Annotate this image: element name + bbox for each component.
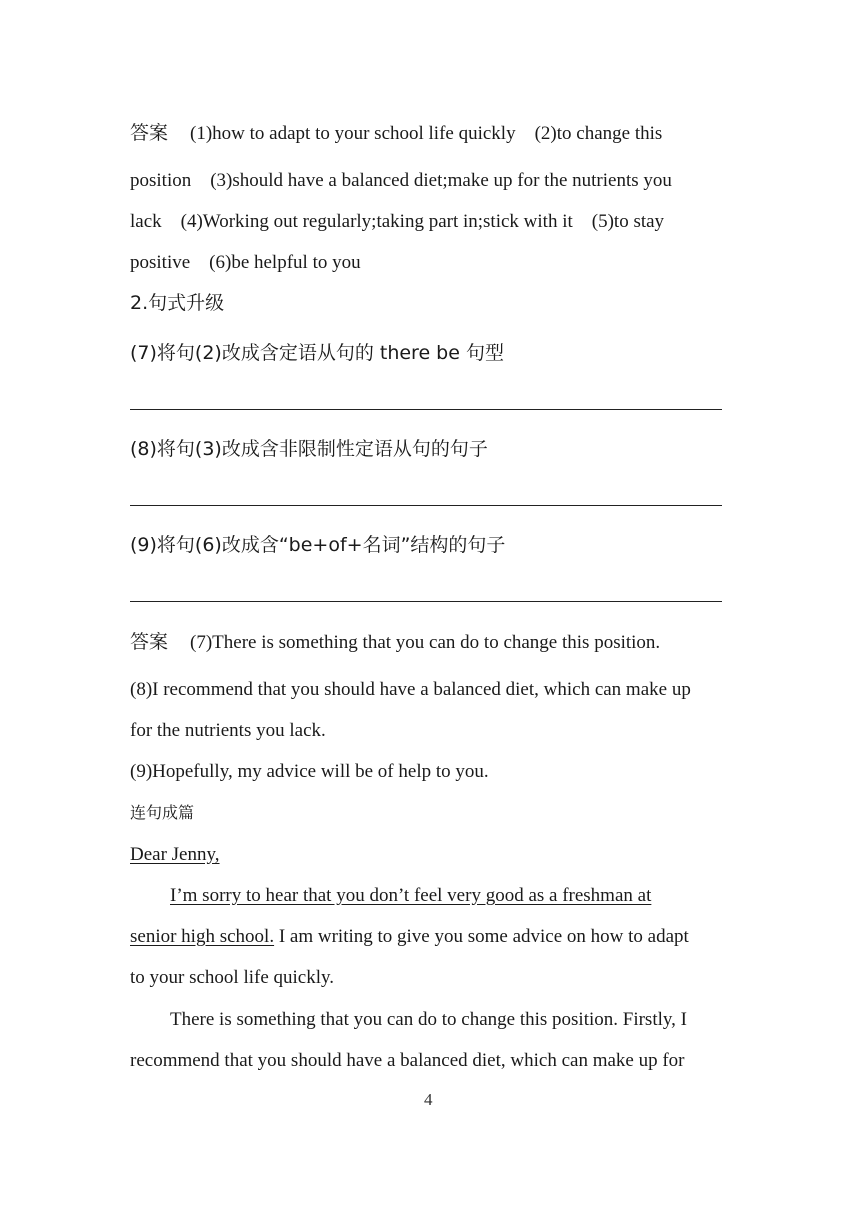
- answer-label-2: 答案: [130, 631, 169, 653]
- essay-p1-line-3: to your school life quickly.: [130, 967, 335, 988]
- essay-heading: 连句成篇: [130, 803, 195, 822]
- page-number: 4: [424, 1090, 433, 1109]
- answer-8-line-2: for the nutrients you lack.: [130, 720, 326, 741]
- answer-line-7: [130, 409, 722, 410]
- essay-p1-line-1: I’m sorry to hear that you don’t feel very good as a freshman at: [170, 885, 652, 906]
- answer-9: (9)Hopefully, my advice will be of help to you.: [130, 761, 489, 782]
- essay-p1-rest: I am writing to give you some advice on how to adapt: [274, 926, 689, 947]
- answer-block-1-line-1: [130, 121, 662, 146]
- answer-8-line-1: (8)I recommend that you should have a balanced diet, which can make up: [130, 679, 691, 700]
- answer-7-text: (7)There is something that you can do to change this position.: [190, 632, 661, 653]
- answer-block-1-line-3: lack (4)Working out regularly;taking part in;stick with it (5)to stay: [130, 211, 665, 232]
- question-9: (9)将句(6)改成含“be+of+名词”结构的句子: [130, 534, 506, 556]
- question-8: (8)将句(3)改成含非限制性定语从句的句子: [130, 438, 488, 460]
- answer-block-2-line-1: [130, 630, 660, 655]
- section-title: 2.句式升级: [130, 292, 225, 314]
- answer-line-8: [130, 505, 722, 506]
- question-7: (7)将句(2)改成含定语从句的 there be 句型: [130, 342, 504, 364]
- essay-p1-line-2: [130, 925, 689, 949]
- answer-block-1-line-2: position (3)should have a balanced diet;make up for the nutrients you: [130, 170, 672, 191]
- essay-p2-line-1: There is something that you can do to change this position. Firstly, I: [170, 1009, 687, 1030]
- answer-line-9: [130, 601, 722, 602]
- answer-text: (1)how to adapt to your school life quickly (2)to change this: [190, 123, 663, 144]
- essay-p2-line-2: recommend that you should have a balanced diet, which can make up for: [130, 1050, 685, 1071]
- essay-salutation: Dear Jenny,: [130, 844, 220, 865]
- essay-p1-underlined: senior high school.: [130, 926, 275, 947]
- answer-block-1-line-4: positive (6)be helpful to you: [130, 252, 361, 273]
- answer-label: 答案: [130, 122, 169, 144]
